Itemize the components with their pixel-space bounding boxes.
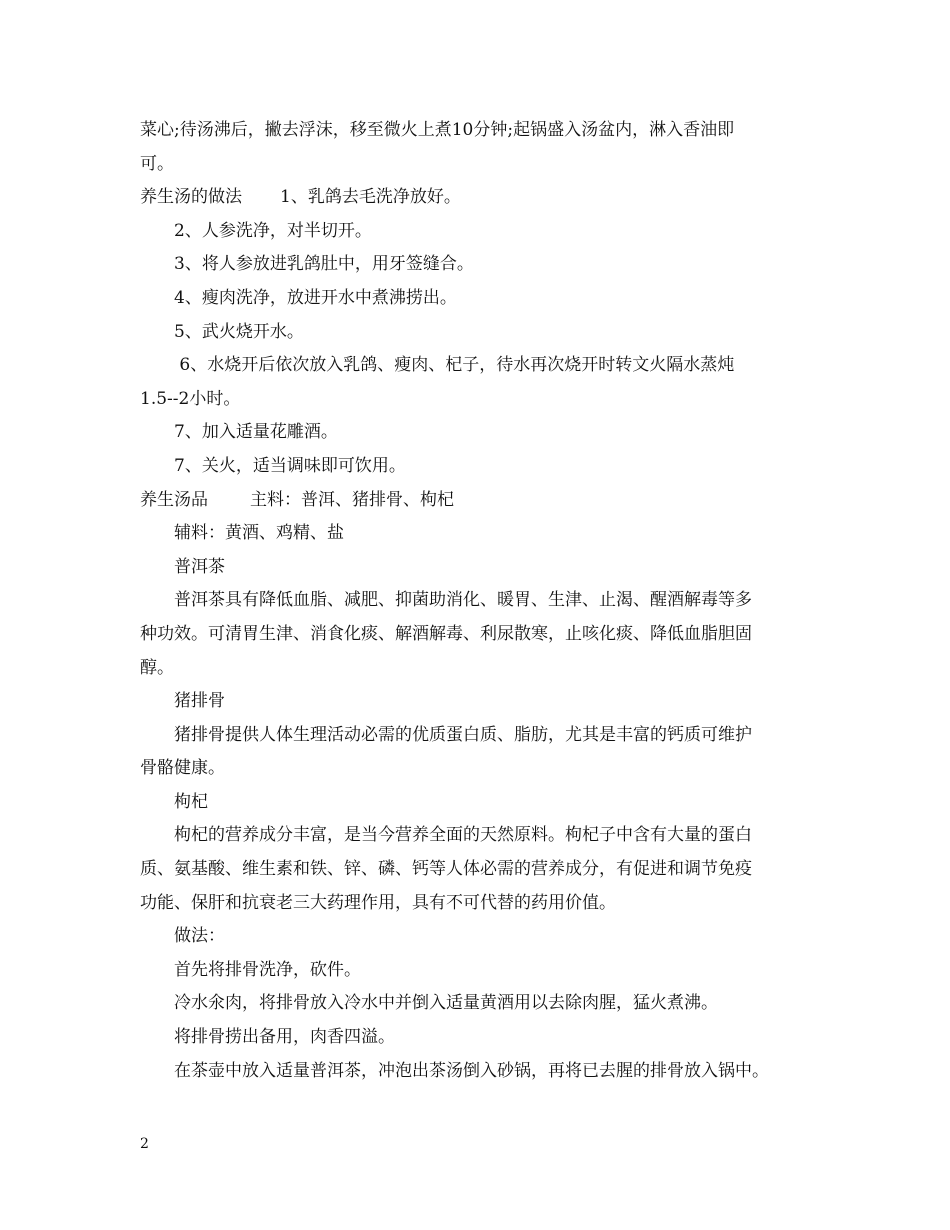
text-line: 冷水氽肉，将排骨放入冷水中并倒入适量黄酒用以去除肉腥，猛火煮沸。	[174, 993, 718, 1014]
text-line: 4、瘦肉洗净，放进开水中煮沸捞出。	[174, 287, 457, 308]
text-line: 醇。	[140, 657, 174, 678]
document-body	[140, 114, 830, 1088]
section-heading-line	[140, 181, 830, 215]
text-line: 3、将人参放进乳鸽肚中，用牙签缝合。	[174, 254, 474, 275]
subheading: 做法：	[174, 926, 225, 947]
text-line: 将排骨捞出备用，肉香四溢。	[174, 1027, 395, 1048]
text-line: 辅料：黄酒、鸡精、盐	[174, 523, 344, 544]
text-line: 1.5--2小时。	[140, 388, 241, 409]
text-line: 普洱茶具有降低血脂、减肥、抑菌助消化、暖胃、生津、止渴、醒酒解毒等多	[174, 590, 752, 611]
subheading: 枸杞	[174, 791, 208, 812]
section-title: 养生汤的做法	[140, 187, 242, 208]
page-number: 2	[140, 1136, 149, 1152]
text-line: 骨骼健康。	[140, 758, 225, 779]
text-line: 2、人参洗净，对半切开。	[174, 220, 372, 241]
text-line: 猪排骨提供人体生理活动必需的优质蛋白质、脂肪，尤其是丰富的钙质可维护	[174, 724, 752, 745]
text-line: 主料：普洱、猪排骨、枸杞	[250, 489, 454, 510]
text-line: 1、乳鸽去毛洗净放好。	[280, 187, 461, 208]
text-line: 质、氨基酸、维生素和铁、锌、磷、钙等人体必需的营养成分，有促进和调节免疫	[140, 859, 752, 880]
text-line: 菜心;待汤沸后，撇去浮沫，移至微火上煮10分钟;起锅盛入汤盆内，淋入香油即	[140, 120, 735, 140]
text-line: 功能、保肝和抗衰老三大药理作用，具有不可代替的药用价值。	[140, 892, 616, 913]
text-line: 7、关火，适当调味即可饮用。	[174, 455, 406, 476]
text-line: 7、加入适量花雕酒。	[174, 422, 338, 443]
section-heading-line	[140, 484, 830, 518]
text-line: 种功效。可清胃生津、消食化痰、解酒解毒、利尿散寒，止咳化痰、降低血脂胆固	[140, 623, 752, 644]
text-line: 首先将排骨洗净，砍件。	[174, 959, 361, 980]
text-line: 枸杞的营养成分丰富，是当今营养全面的天然原料。枸杞子中含有大量的蛋白	[174, 825, 752, 846]
text-line: 在茶壶中放入适量普洱茶，冲泡出茶汤倒入砂锅，再将已去腥的排骨放入锅中。	[174, 1060, 769, 1081]
subheading: 猪排骨	[174, 691, 225, 712]
subheading: 普洱茶	[174, 556, 225, 577]
text-line: 6、水烧开后依次放入乳鸽、瘦肉、杞子，待水再次烧开时转文火隔水蒸炖	[174, 355, 735, 376]
text-line: 5、武火烧开水。	[174, 321, 304, 342]
text-line: 可。	[140, 153, 174, 174]
section-title: 养生汤品	[140, 489, 208, 510]
